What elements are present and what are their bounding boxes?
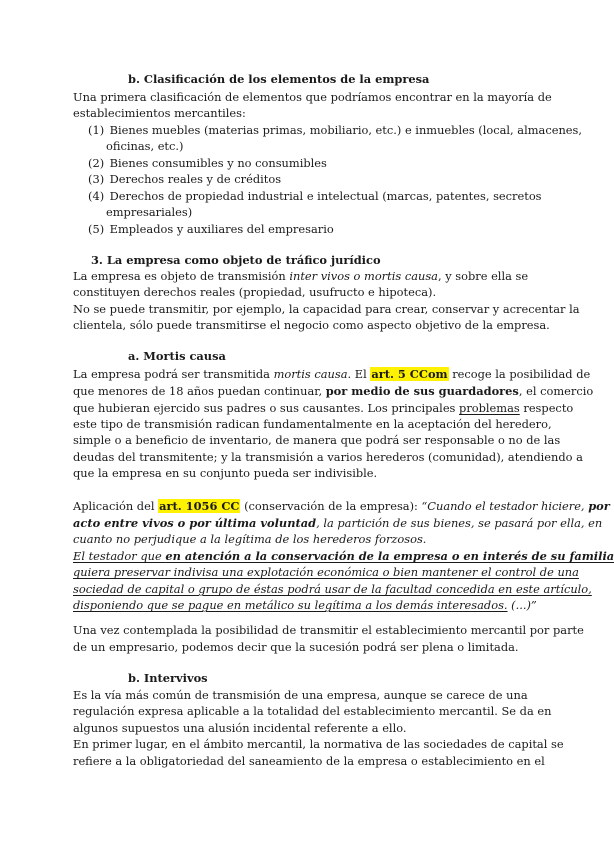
list-text: Derechos de propiedad industrial e intelectual (marcas, patentes, secretos <box>109 189 542 203</box>
paragraph-line: No se puede transmitir, por ejemplo, la capacidad para crear, conservar y acrecentar la <box>73 302 580 316</box>
text-run: recoge la posibilidad de <box>448 367 591 381</box>
paragraph-line <box>73 498 610 514</box>
list-text: Bienes consumibles y no consumibles <box>109 156 327 170</box>
list-item-continuation: oficinas, etc.) <box>106 139 184 153</box>
bold-underlined-run: en atención a la conservación de la empresa o en interés de su familia <box>165 549 614 563</box>
paragraph-line: de un empresario, podemos decir que la sucesión podrá ser plena o limitada. <box>73 640 519 654</box>
paragraph-line <box>73 366 590 382</box>
paragraph-line <box>73 597 537 613</box>
text-run: , y sobre ella se <box>437 269 529 283</box>
list-item <box>88 171 281 187</box>
paragraph-line: Una primera clasificación de elementos que podríamos encontrar en la mayoría de <box>73 90 552 104</box>
list-number: (4) <box>88 189 105 203</box>
paragraph-line: En primer lugar, en el ámbito mercantil, la normativa de las sociedades de capital se <box>73 737 564 751</box>
text-run: . El <box>347 367 371 381</box>
list-text: Derechos reales y de créditos <box>109 172 282 186</box>
list-item <box>88 122 582 138</box>
text-run: que hubieran ejercido sus padres o sus causantes. Los principales <box>73 401 460 415</box>
text-run: Aplicación del <box>73 499 159 513</box>
list-item <box>88 221 334 237</box>
paragraph-line: que la empresa en su conjunto pueda ser indivisible. <box>73 466 378 480</box>
paragraph-line <box>73 548 614 564</box>
section-heading-trafico: 3. La empresa como objeto de tráfico jurídico <box>91 253 381 267</box>
paragraph-line: Es la vía más común de transmisión de una empresa, aunque se carece de una <box>73 688 528 702</box>
paragraph-line: regulación expresa aplicable a la totalidad del establecimiento mercantil. Se da en <box>73 704 552 718</box>
list-item <box>88 155 327 171</box>
text-run: La empresa podrá ser transmitida <box>73 367 274 381</box>
paragraph-line: Una vez contemplada la posibilidad de transmitir el establecimiento mercantil por parte <box>73 623 584 637</box>
paragraph-line: este tipo de transmisión radican fundamentalmente en la aceptación del heredero, <box>73 417 552 431</box>
section-heading-mortis-causa: a. Mortis causa <box>128 349 226 363</box>
bold-italic-run: por <box>588 499 610 513</box>
highlighted-reference: art. 5 CCom <box>371 367 448 381</box>
text-run: (conservación de la empresa): <box>240 499 422 513</box>
paragraph-line: quiera preservar indivisa una explotación económica o bien mantener el control de una <box>73 565 579 579</box>
paragraph-line: constituyen derechos reales (propiedad, usufructo e hipoteca). <box>73 285 437 299</box>
paragraph-line: sociedad de capital o grupo de éstas podrá usar de la facultad concedida en este artículo, <box>73 582 592 596</box>
bold-italic-run: acto entre vivos o por última voluntad <box>73 516 317 530</box>
paragraph-line: refiere a la obligatoriedad del saneamiento de la empresa o establecimiento en el <box>73 754 545 768</box>
paragraph-line: cuanto no perjudique a la legítima de los herederos forzosos. <box>73 532 427 546</box>
italic-run: “Cuando el testador hiciere, <box>421 499 589 513</box>
paragraph-line <box>73 268 528 284</box>
underlined-run: El testador que <box>73 549 166 563</box>
list-item-continuation: empresariales) <box>106 205 193 219</box>
italic-run: (...)” <box>507 598 537 612</box>
bold-run: por medio de sus guardadores <box>325 384 519 398</box>
list-item <box>88 188 542 204</box>
underlined-run: disponiendo que se pague en metálico su legítima a los demás interesados. <box>73 598 508 612</box>
list-text: Empleados y auxiliares del empresario <box>109 222 334 236</box>
list-number: (5) <box>88 222 105 236</box>
list-number: (1) <box>88 123 105 137</box>
italic-run: , la partición de sus bienes, se pasará por ella, en <box>316 516 603 530</box>
italic-run: mortis causa <box>273 367 348 381</box>
italic-run: inter vivos o mortis causa <box>289 269 438 283</box>
paragraph-line: clientela, sólo puede transmitirse el negocio como aspecto objetivo de la empresa. <box>73 318 550 332</box>
highlighted-reference: art. 1056 CC <box>159 499 240 513</box>
paragraph-line <box>73 515 602 531</box>
paragraph-line <box>73 400 573 416</box>
section-heading-intervivos: b. Intervivos <box>128 671 208 685</box>
text-run: respecto <box>519 401 574 415</box>
paragraph-line: algunos supuestos una alusión incidental referente a ello. <box>73 721 407 735</box>
text-run: La empresa es objeto de transmisión <box>73 269 290 283</box>
underlined-run: problemas <box>459 401 520 415</box>
text-run: , el comercio <box>518 384 594 398</box>
text-run: que menores de 18 años puedan continuar, <box>73 384 326 398</box>
paragraph-line: deudas del transmitente; y la transmisión a varios herederos (comunidad), atendiendo a <box>73 450 583 464</box>
paragraph-line <box>73 383 593 399</box>
list-number: (2) <box>88 156 105 170</box>
paragraph-line: simple o a beneficio de inventario, de manera que podrá ser responsable o no de las <box>73 433 561 447</box>
list-number: (3) <box>88 172 105 186</box>
section-heading-clasificacion: b. Clasificación de los elementos de la empresa <box>128 72 430 86</box>
list-text: Bienes muebles (materias primas, mobiliario, etc.) e inmuebles (local, almacenes, <box>109 123 582 137</box>
paragraph-line: establecimientos mercantiles: <box>73 106 246 120</box>
